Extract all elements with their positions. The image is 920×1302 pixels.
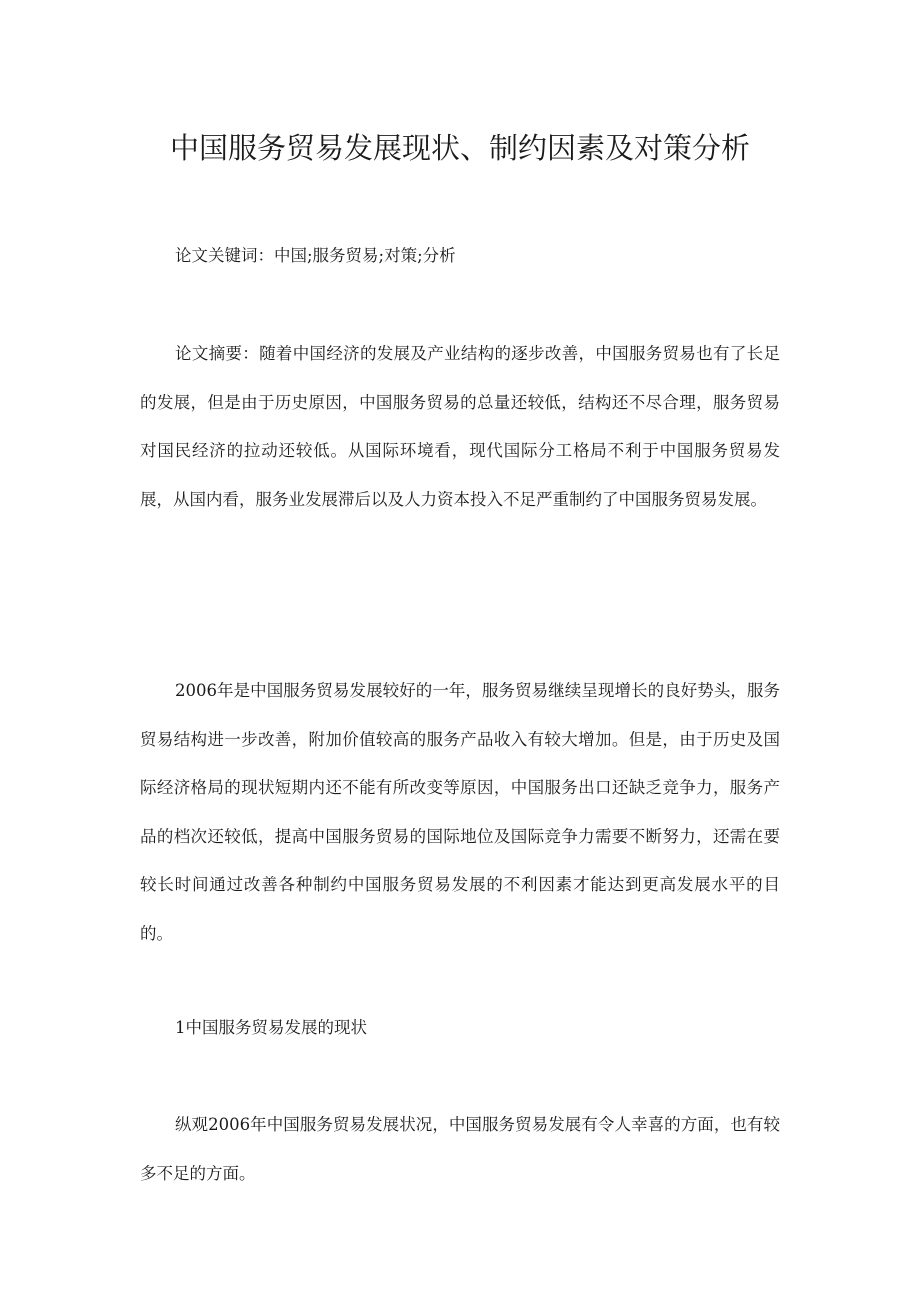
body-paragraph-2: 纵观2006年中国服务贸易发展状况，中国服务贸易发展有令人幸喜的方面，也有较多不足的方面。	[140, 1115, 780, 1183]
body-paragraph-1: 2006年是中国服务贸易发展较好的一年，服务贸易继续呈现增长的良好势头，服务贸易结构进一步改善，附加价值较高的服务产品收入有较大增加。但是，由于历史及国际经济格局的现状短期内还不能有所改变等原因，中国服务出口还缺乏竞争力，服务产品的档次还较低，提高中国服务贸易的国际地位及国际竞争力需要不断努力，还需在要较长时间通过改善各种制约中国服务贸易发展的不利因素才能达到更高发展水平的目的。	[140, 681, 780, 943]
document-title: 中国服务贸易发展现状、制约因素及对策分析	[169, 131, 750, 165]
keywords-line: 论文关键词：中国;服务贸易;对策;分析	[175, 246, 456, 265]
section-heading-1: 1中国服务贸易发展的现状	[175, 1018, 367, 1037]
abstract-paragraph: 论文摘要：随着中国经济的发展及产业结构的逐步改善，中国服务贸易也有了长足的发展，但是由于历史原因，中国服务贸易的总量还较低，结构还不尽合理，服务贸易对国民经济的拉动还较低。从国际环境看，现代国际分工格局不利于中国服务贸易发展，从国内看，服务业发展滞后以及人力资本投入不足严重制约了中国服务贸易发展。	[140, 344, 780, 509]
